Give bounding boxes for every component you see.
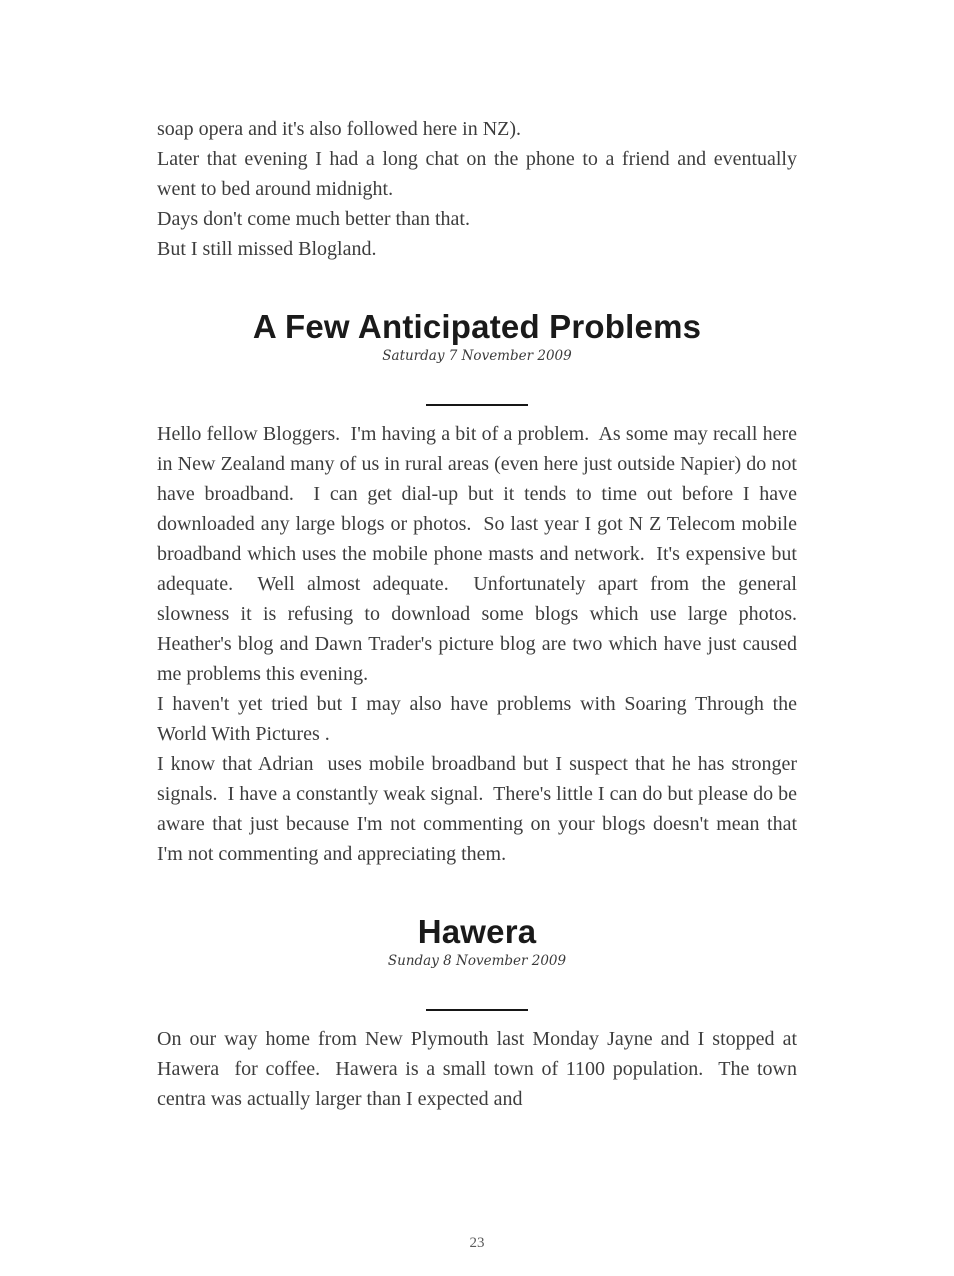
body-paragraph: On our way home from New Plymouth last Monday Jayne and I stopped at Hawera for coffee. Hawera is a small town of 1100 population. The town centra was actually larger than I expected and bbox=[157, 1028, 802, 1110]
section-date: Saturday 7 November 2009 bbox=[382, 348, 572, 364]
intro-paragraph: Days don't come much better than that. bbox=[157, 208, 470, 230]
page-content bbox=[157, 0, 807, 1114]
section-title: Hawera bbox=[417, 913, 537, 950]
section-date: Sunday 8 November 2009 bbox=[387, 953, 567, 969]
intro-paragraph: But I still missed Blogland. bbox=[157, 238, 377, 260]
page-number: 23 bbox=[469, 1235, 485, 1251]
body-paragraph: I know that Adrian uses mobile broadband but I suspect that he has stronger signals. I have a constantly weak signal. There's little I can do but please do be aware that just because I'm not commenting on your blogs doesn't mean that I'm not commenting and appreciating them. bbox=[157, 753, 802, 865]
section-divider bbox=[426, 1009, 528, 1011]
section-title: A Few Anticipated Problems bbox=[252, 308, 702, 345]
body-paragraph: I haven't yet tried but I may also have problems with Soaring Through the World With Pictures . bbox=[157, 693, 802, 745]
section-body bbox=[157, 1024, 802, 1114]
section-body bbox=[157, 419, 807, 869]
section-a-few-anticipated-problems bbox=[157, 308, 807, 869]
intro-paragraph: soap opera and it's also followed here in NZ). bbox=[157, 118, 522, 140]
intro-block bbox=[157, 114, 802, 264]
section-hawera bbox=[157, 913, 802, 1114]
intro-paragraph: Later that evening I had a long chat on the phone to a friend and eventually went to bed around midnight. bbox=[157, 148, 802, 200]
body-paragraph: Hello fellow Bloggers. I'm having a bit of a problem. As some may recall here in New Zealand many of us in rural areas (even here just outside Napier) do not have broadband. I can get dial-up but it tends to time out before I have downloaded any large blogs or photos. So last year I got N Z Telecom mobile broadband which uses the mobile phone masts and network. It's expensive but adequate. Well almost adequate. Unfortunately apart from the general slowness it is refusing to download some blogs which use large photos. Heather's blog and Dawn Trader's picture blog are two which have just caused me problems this evening. bbox=[157, 423, 807, 685]
section-divider bbox=[426, 404, 528, 406]
